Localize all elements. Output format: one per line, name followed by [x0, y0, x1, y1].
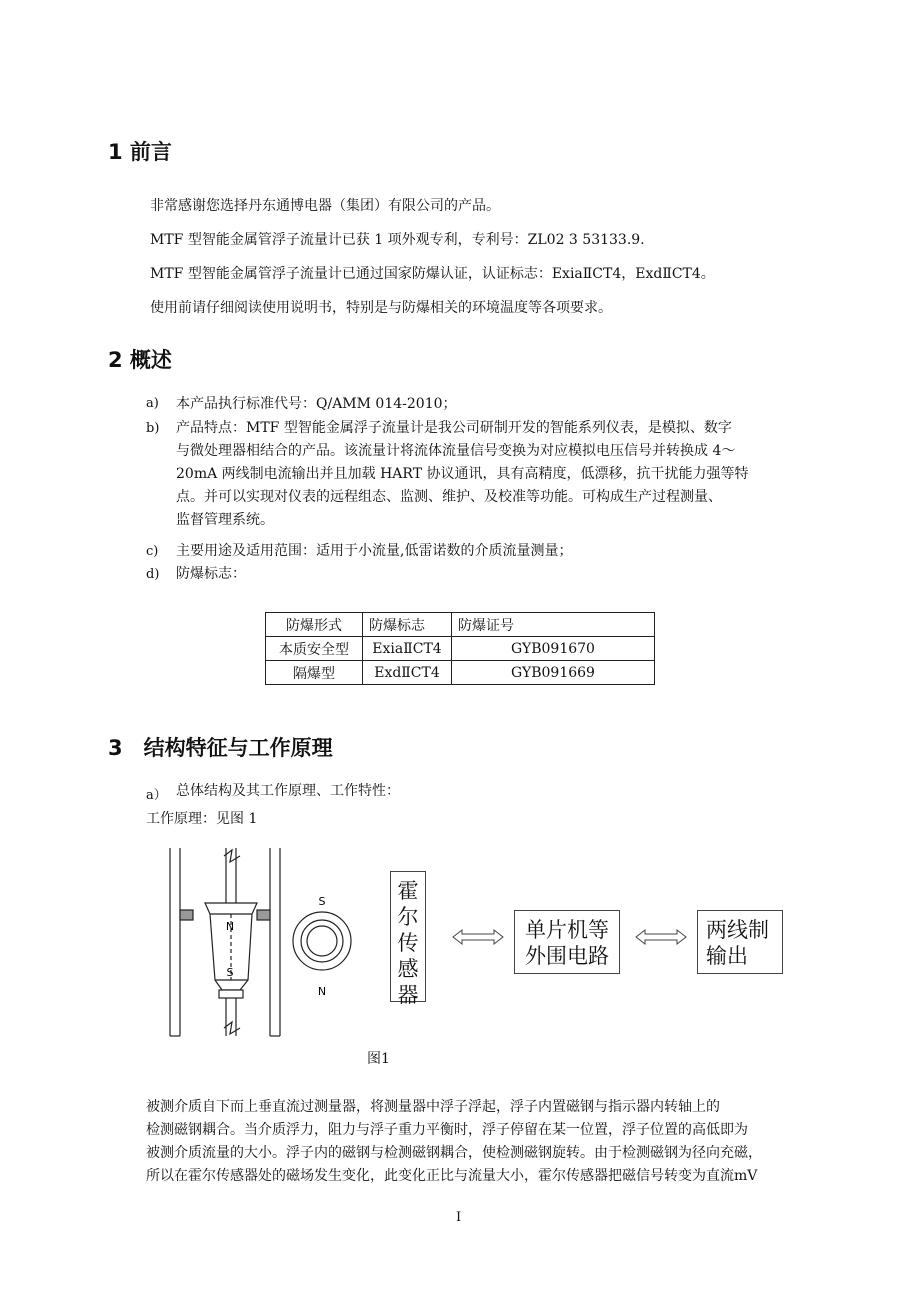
list-marker-c: c) [146, 544, 159, 559]
hall-sensor-box [390, 871, 426, 1007]
list-marker-d: d) [146, 567, 160, 582]
section1-paragraph-4: 使用前请仔细阅读使用说明书，特别是与防爆相关的环境温度等各项要求。 [150, 300, 612, 316]
table-header-row [266, 613, 655, 637]
body-line: 被测介质自下而上垂直流过测量器，将测量器中浮子浮起，浮子内置磁钢与指示器内转轴上的 [146, 1099, 720, 1115]
table-header-cell: 防爆形式 [266, 613, 363, 637]
hall-sensor-char: 传 [397, 931, 419, 955]
table-cell: 本质安全型 [266, 637, 363, 661]
list-item-b-line: 点。并可以实现对仪表的远程组态、监测、维护、及校准等功能。可构成生产过程测量、 [176, 489, 722, 505]
work-principle: 工作原理：见图 1 [146, 811, 258, 827]
table-row [266, 661, 655, 685]
list-marker-3a: a） [146, 788, 167, 803]
table-cell: 隔爆型 [266, 661, 363, 685]
float-s-label: S [226, 966, 234, 979]
table-cell: ExiaⅡCT4 [363, 637, 452, 661]
float-n-label: N [225, 920, 235, 933]
list-item-b [176, 417, 749, 532]
section1-paragraph-2: MTF 型智能金属管浮子流量计已获 1 项外观专利，专利号：ZL02 3 53133.9. [150, 232, 645, 248]
list-item-b-line: 20mA 两线制电流输出并且加载 HART 协议通讯，具有高精度，低漂移，抗干扰能力强等特 [176, 466, 749, 482]
output-box-line: 两线制 [706, 918, 769, 942]
output-box [697, 910, 783, 974]
magnet-n-label: N [317, 985, 327, 998]
hall-sensor-char: 尔 [397, 905, 419, 929]
table-header-cell: 防爆证号 [452, 613, 655, 637]
hall-sensor-char: 器 [397, 983, 419, 1007]
hall-sensor-char: 感 [397, 957, 419, 981]
body-line: 检测磁钢耦合。当介质浮力，阻力与浮子重力平衡时，浮子停留在某一位置，浮子位置的高低即为 [146, 1122, 748, 1138]
section3-sub-a: 总体结构及其工作原理、工作特性： [176, 783, 400, 799]
table-cell: GYB091669 [452, 661, 655, 685]
figure-caption: 图1 [367, 1051, 390, 1067]
body-line: 被测介质流量的大小。浮子内的磁钢与检测磁钢耦合，使检测磁钢旋转。由于检测磁钢为径向充磁， [146, 1145, 762, 1161]
list-item-b-line: 监督管理系统。 [176, 512, 274, 528]
list-item-c: 主要用途及适用范围：适用于小流量,低雷诺数的介质流量测量； [176, 543, 573, 559]
list-item-a: 本产品执行标准代号：Q/AMM 014-2010； [176, 396, 457, 412]
hall-sensor-char: 霍 [397, 879, 419, 903]
table-cell: ExdⅡCT4 [363, 661, 452, 685]
mcu-box-line: 单片机等 [525, 918, 609, 942]
section3-body [146, 1096, 720, 1119]
page-number: I [456, 1210, 462, 1225]
table-cell: GYB091670 [452, 637, 655, 661]
section1-heading: 1 前言 [108, 140, 172, 164]
magnet-s-label: S [318, 895, 326, 908]
table-row [266, 637, 655, 661]
mcu-box [514, 910, 620, 974]
table-header-cell: 防爆标志 [363, 613, 452, 637]
list-marker-b: b) [146, 421, 160, 436]
list-marker-a: a) [146, 396, 159, 411]
mcu-box-line: 外围电路 [525, 944, 609, 968]
output-box-line: 输出 [706, 944, 748, 968]
list-item-b-line: 产品特点：MTF 型智能金属浮子流量计是我公司研制开发的智能系列仪表，是模拟、数字 [176, 420, 732, 436]
section2-heading: 2 概述 [108, 348, 172, 372]
list-item-b-line: 与微处理器相结合的产品。该流量计将流体流量信号变换为对应模拟电压信号并转换成 4～ [176, 443, 736, 459]
list-item-d: 防爆标志： [176, 566, 246, 582]
body-line: 所以在霍尔传感器处的磁场发生变化，此变化正比与流量大小，霍尔传感器把磁信号转变为直流mV [146, 1168, 758, 1184]
section1-paragraph-3: MTF 型智能金属管浮子流量计已通过国家防爆认证，认证标志：ExiaⅡCT4，ExdⅡCT4。 [150, 266, 715, 282]
section3-heading: 3 结构特征与工作原理 [108, 736, 333, 760]
section1-paragraph-1: 非常感谢您选择丹东通博电器（集团）有限公司的产品。 [150, 198, 500, 214]
explosion-proof-table [265, 612, 655, 685]
section3-body-cont [146, 1119, 762, 1188]
